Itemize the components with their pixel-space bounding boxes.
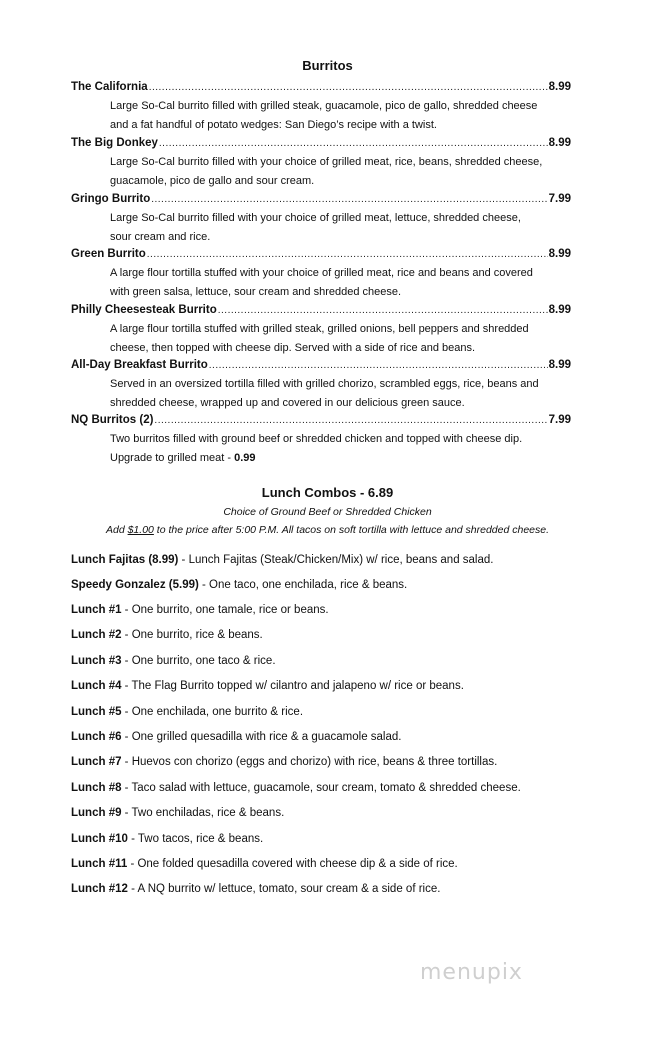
desc-line: shredded cheese, wrapped up and covered in our delicious green sauce. [110,396,465,409]
item-description [110,320,580,357]
combo-name: Lunch #4 [71,680,122,692]
item-description [110,430,580,467]
menu-item-green-burrito [71,246,571,263]
watermark-logo: menupix [420,960,523,985]
desc-line: guacamole, pico de gallo and sour cream. [110,174,315,187]
item-price: 8.99 [548,248,571,260]
combo-item [71,754,497,770]
combo-desc: - Lunch Fajitas (Steak/Chicken/Mix) w/ rice, beans and salad. [178,554,494,566]
leader-dots [154,413,547,429]
combo-item [71,552,493,568]
combo-desc: - A NQ burrito w/ lettuce, tomato, sour cream & a side of rice. [127,883,441,895]
combo-item [71,627,263,643]
item-price: 8.99 [548,304,571,316]
combo-item [71,780,521,796]
combo-desc: - One grilled quesadilla with rice & a guacamole salad. [121,731,402,743]
leader-dots [147,247,548,263]
combo-desc: - Two enchiladas, rice & beans. [121,807,285,819]
desc-line: Served in an oversized tortilla filled with grilled chorizo, scrambled eggs, rice, beans and [110,378,539,390]
menu-item-nq-burritos [71,412,571,429]
combo-desc: - One folded quesadilla covered with cheese dip & a side of rice. [127,858,458,870]
note-prefix: Add [105,524,128,536]
note-suffix: to the price after 5:00 P.M. All tacos on soft tortilla with lettuce and shredded cheese. [153,524,550,536]
combo-name: Lunch #2 [71,629,122,641]
item-name: The California [71,81,148,93]
combo-item [71,678,464,694]
leader-dots [209,358,548,374]
combo-name: Lunch #11 [71,858,128,870]
combo-desc: - One burrito, one tamale, rice or beans. [121,604,329,616]
item-description [110,264,580,301]
combo-name: Lunch #3 [71,655,122,667]
combo-item [71,729,401,745]
item-description [110,375,580,412]
upgrade-text: Upgrade to grilled meat - [110,451,235,464]
desc-line: A large flour tortilla stuffed with your choice of grilled meat, rice and beans and covered [110,267,533,279]
menu-item-breakfast-burrito [71,357,571,374]
leader-dots [159,136,548,152]
combo-item [71,856,458,872]
combo-item [71,704,303,720]
desc-line: Two burritos filled with ground beef or shredded chicken and topped with cheese dip. [110,433,523,445]
item-price: 8.99 [548,137,571,149]
combo-desc: - Huevos con chorizo (eggs and chorizo) with rice, beans & three tortillas. [121,756,498,768]
combo-name: Lunch #9 [71,807,122,819]
combo-name: Lunch #6 [71,731,122,743]
lunch-evening-note [0,522,655,538]
combo-item [71,577,407,593]
lunch-choice-note: Choice of Ground Beef or Shredded Chicken [223,506,432,518]
burritos-title: Burritos [302,58,353,73]
combo-desc: - One burrito, rice & beans. [121,629,263,641]
combo-name: Lunch #8 [71,782,122,794]
lunch-combos-title: Lunch Combos - 6.89 [261,485,394,500]
item-price: 7.99 [548,414,571,426]
menu-item-california [71,79,571,96]
note-amount: $1.00 [127,524,154,536]
item-description [110,209,580,246]
combo-item [71,881,440,897]
item-price: 8.99 [548,81,571,93]
item-name: The Big Donkey [71,137,158,149]
combo-desc: - One burrito, one taco & rice. [121,655,276,667]
combo-name: Speedy Gonzalez (5.99) [71,579,199,591]
combo-desc: - One taco, one enchilada, rice & beans. [198,579,408,591]
combo-desc: - One enchilada, one burrito & rice. [121,706,304,718]
desc-line: cheese, then topped with cheese dip. Served with a side of rice and beans. [110,341,476,354]
desc-line: Large So-Cal burrito filled with your choice of grilled meat, lettuce, shredded cheese, [110,212,521,224]
leader-dots [149,80,548,96]
desc-line: with green salsa, lettuce, sour cream and shredded cheese. [110,285,402,298]
item-name: Green Burrito [71,248,146,260]
item-description [110,153,580,190]
combo-item [71,831,263,847]
combo-name: Lunch #12 [71,883,128,895]
desc-line [110,449,580,468]
menu-item-philly-cheesesteak [71,302,571,319]
item-price: 7.99 [548,193,571,205]
combo-name: Lunch #7 [71,756,122,768]
combo-name: Lunch Fajitas (8.99) [71,554,179,566]
item-name: NQ Burritos (2) [71,414,154,426]
desc-line: A large flour tortilla stuffed with grilled steak, grilled onions, bell peppers and shredded [110,323,529,335]
desc-line: Large So-Cal burrito filled with grilled steak, guacamole, pico de gallo, shredded cheese [110,100,538,112]
desc-line: sour cream and rice. [110,230,211,243]
item-price: 8.99 [548,359,571,371]
combo-name: Lunch #10 [71,833,128,845]
leader-dots [151,192,547,208]
combo-item [71,805,284,821]
combo-name: Lunch #5 [71,706,122,718]
combo-name: Lunch #1 [71,604,122,616]
leader-dots [218,303,548,319]
item-name: Philly Cheesesteak Burrito [71,304,217,316]
item-name: Gringo Burrito [71,193,151,205]
combo-desc: - Two tacos, rice & beans. [127,833,264,845]
menu-item-gringo-burrito [71,191,571,208]
desc-line: Large So-Cal burrito filled with your choice of grilled meat, rice, beans, shredded cheese, [110,156,543,168]
item-name: All-Day Breakfast Burrito [71,359,208,371]
desc-line: and a fat handful of potato wedges: San Diego’s recipe with a twist. [110,118,437,131]
combo-desc: - The Flag Burrito topped w/ cilantro and jalapeno w/ rice or beans. [121,680,464,692]
upgrade-price: 0.99 [234,451,256,464]
item-description [110,97,580,134]
combo-desc: - Taco salad with lettuce, guacamole, sour cream, tomato & shredded cheese. [121,782,521,794]
combo-item [71,653,276,669]
combo-item [71,602,329,618]
menu-item-big-donkey [71,135,571,152]
